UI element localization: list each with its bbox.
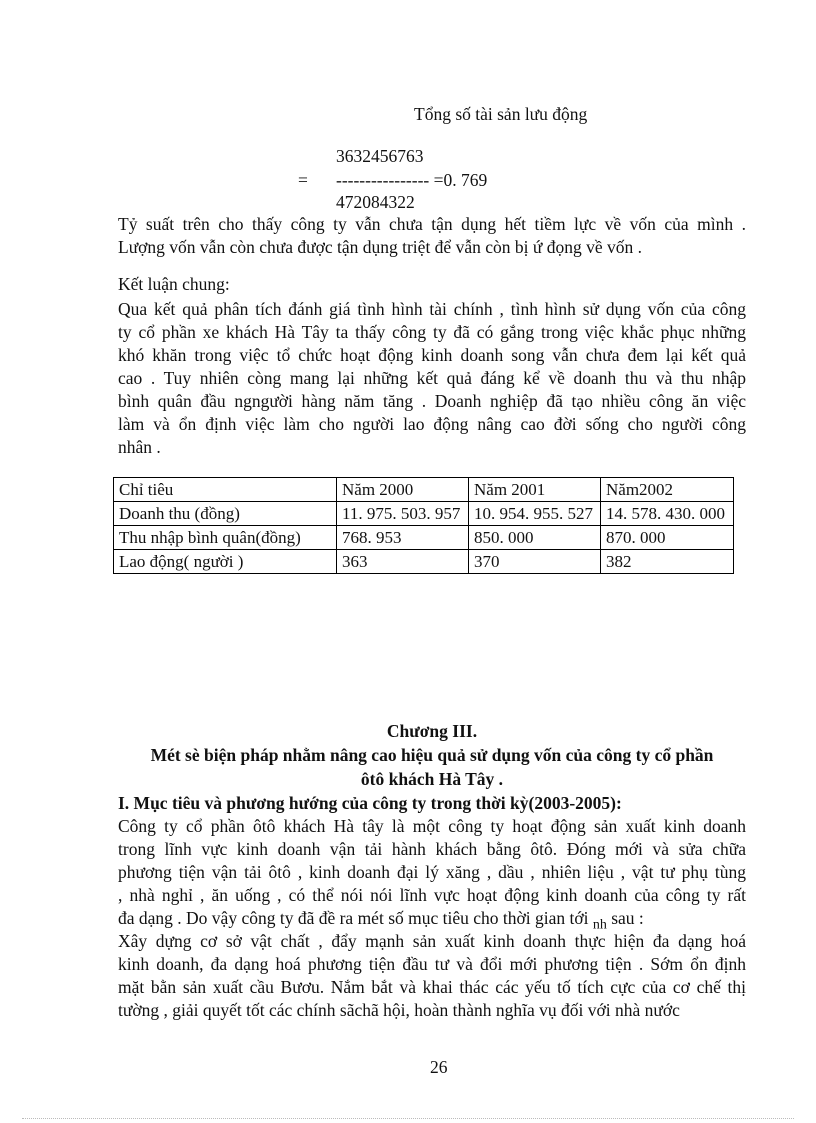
paragraph-line: Qua kết quả phân tích đánh giá tình hình tài chính , tình hình sử dụng vốn của công (118, 299, 746, 319)
table-row (114, 550, 734, 574)
table-cell: 11. 975. 503. 957 (337, 502, 469, 526)
chapter-number: Chương III. (386, 721, 478, 741)
subscript-text: nh (592, 917, 607, 933)
paragraph-line: , nhà nghỉ , ăn uống , có thể nói nói lĩnh vực hoạt động kinh doanh của công ty rất (118, 885, 746, 905)
paragraph-line: khó khăn trong việc tổ chức hoạt động kinh doanh song vẫn chưa đem lại kết quả (118, 345, 746, 365)
table-row (114, 526, 734, 550)
table-cell: 370 (469, 550, 601, 574)
formula-label: Tổng số tài sản lưu động (414, 104, 588, 124)
paragraph-line: mặt bằn sản xuất cầu Bươu. Nắm bắt và khai thác các yếu tố tích cực của cơ chế thị (118, 977, 746, 997)
table-header-cell: Năm 2000 (337, 478, 469, 502)
section-heading: I. Mục tiêu và phương hướng của công ty trong thời kỳ(2003-2005): (118, 793, 622, 813)
paragraph-line: tường , giải quyết tốt các chính sãchã hội, hoàn thành nghĩa vụ đối với nhà nước (118, 1000, 680, 1020)
chapter-title-line: ôtô khách Hà Tây . (360, 769, 504, 789)
table-header-cell: Chỉ tiêu (114, 478, 337, 502)
paragraph-line: Lượng vốn vẫn còn chưa được tận dụng triệt để vẫn còn bị ứ đọng về vốn . (118, 237, 642, 257)
conclusion-title: Kết luận chung: (118, 274, 230, 294)
table-header-cell: Năm2002 (601, 478, 734, 502)
paragraph-line: cao . Tuy nhiên còng mang lại những kết quả đáng kể về doanh thu và thu nhập (118, 368, 746, 388)
table-header-cell: Năm 2001 (469, 478, 601, 502)
formula-divider: ---------------- =0. 769 (336, 170, 488, 190)
page-number: 26 (430, 1057, 448, 1077)
formula-numerator: 3632456763 (336, 146, 424, 166)
paragraph-line: phương tiện vận tải ôtô , kinh doanh đại lý xăng , dầu , nhiên liệu , vật tư phụ tùng (118, 862, 746, 882)
table-row (114, 502, 734, 526)
table-cell: Lao động( người ) (114, 550, 337, 574)
paragraph-line: nhân . (118, 437, 161, 457)
table-cell: 768. 953 (337, 526, 469, 550)
formula-equals: = (298, 170, 308, 190)
data-table (113, 477, 734, 574)
table-header-row (114, 478, 734, 502)
table-cell: 850. 000 (469, 526, 601, 550)
table-cell: 363 (337, 550, 469, 574)
table-cell: 10. 954. 955. 527 (469, 502, 601, 526)
table-cell: 14. 578. 430. 000 (601, 502, 734, 526)
paragraph-text: đa dạng . Do vậy công ty đã đề ra mét số mục tiêu cho thời gian tới (118, 908, 589, 928)
chapter-title-line: Mét sè biện pháp nhằm nâng cao hiệu quả sử dụng vốn của công ty cổ phần (150, 745, 714, 765)
paragraph-line: Công ty cổ phần ôtô khách Hà tây là một công ty hoạt động sản xuất kinh doanh (118, 816, 746, 836)
table-cell: 382 (601, 550, 734, 574)
table-cell: Thu nhập bình quân(đồng) (114, 526, 337, 550)
table-cell: 870. 000 (601, 526, 734, 550)
paragraph-line: kinh doanh, đa dạng hoá phương tiện đầu tư và đổi mới phương tiện . Sớm ổn định (118, 954, 746, 974)
paragraph-line: Tỷ suất trên cho thấy công ty vẫn chưa tận dụng hết tiềm lực về vốn của mình . (118, 214, 746, 234)
paragraph-line: Xây dựng cơ sở vật chất , đẩy mạnh sản xuất kinh doanh thực hiện đa dạng hoá (118, 931, 746, 951)
paragraph-line: ty cổ phần xe khách Hà Tây ta thấy công ty đã có gắng trong việc khắc phục những (118, 322, 746, 342)
table-cell: Doanh thu (đồng) (114, 502, 337, 526)
paragraph-line: trong lĩnh vực kinh doanh vận tải hành khách bằng ôtô. Đóng mới và sửa chữa (118, 839, 746, 859)
formula-denominator: 472084322 (336, 192, 415, 212)
paragraph-line: làm và ổn định việc làm cho người lao động nâng cao đời sống cho người công (118, 414, 746, 434)
paragraph-text: sau : (611, 908, 644, 928)
paragraph-line: bình quân đầu ngngười hàng năm tăng . Doanh nghiệp đã tạo nhiều công ăn việc (118, 391, 746, 411)
footer-divider (22, 1118, 794, 1119)
